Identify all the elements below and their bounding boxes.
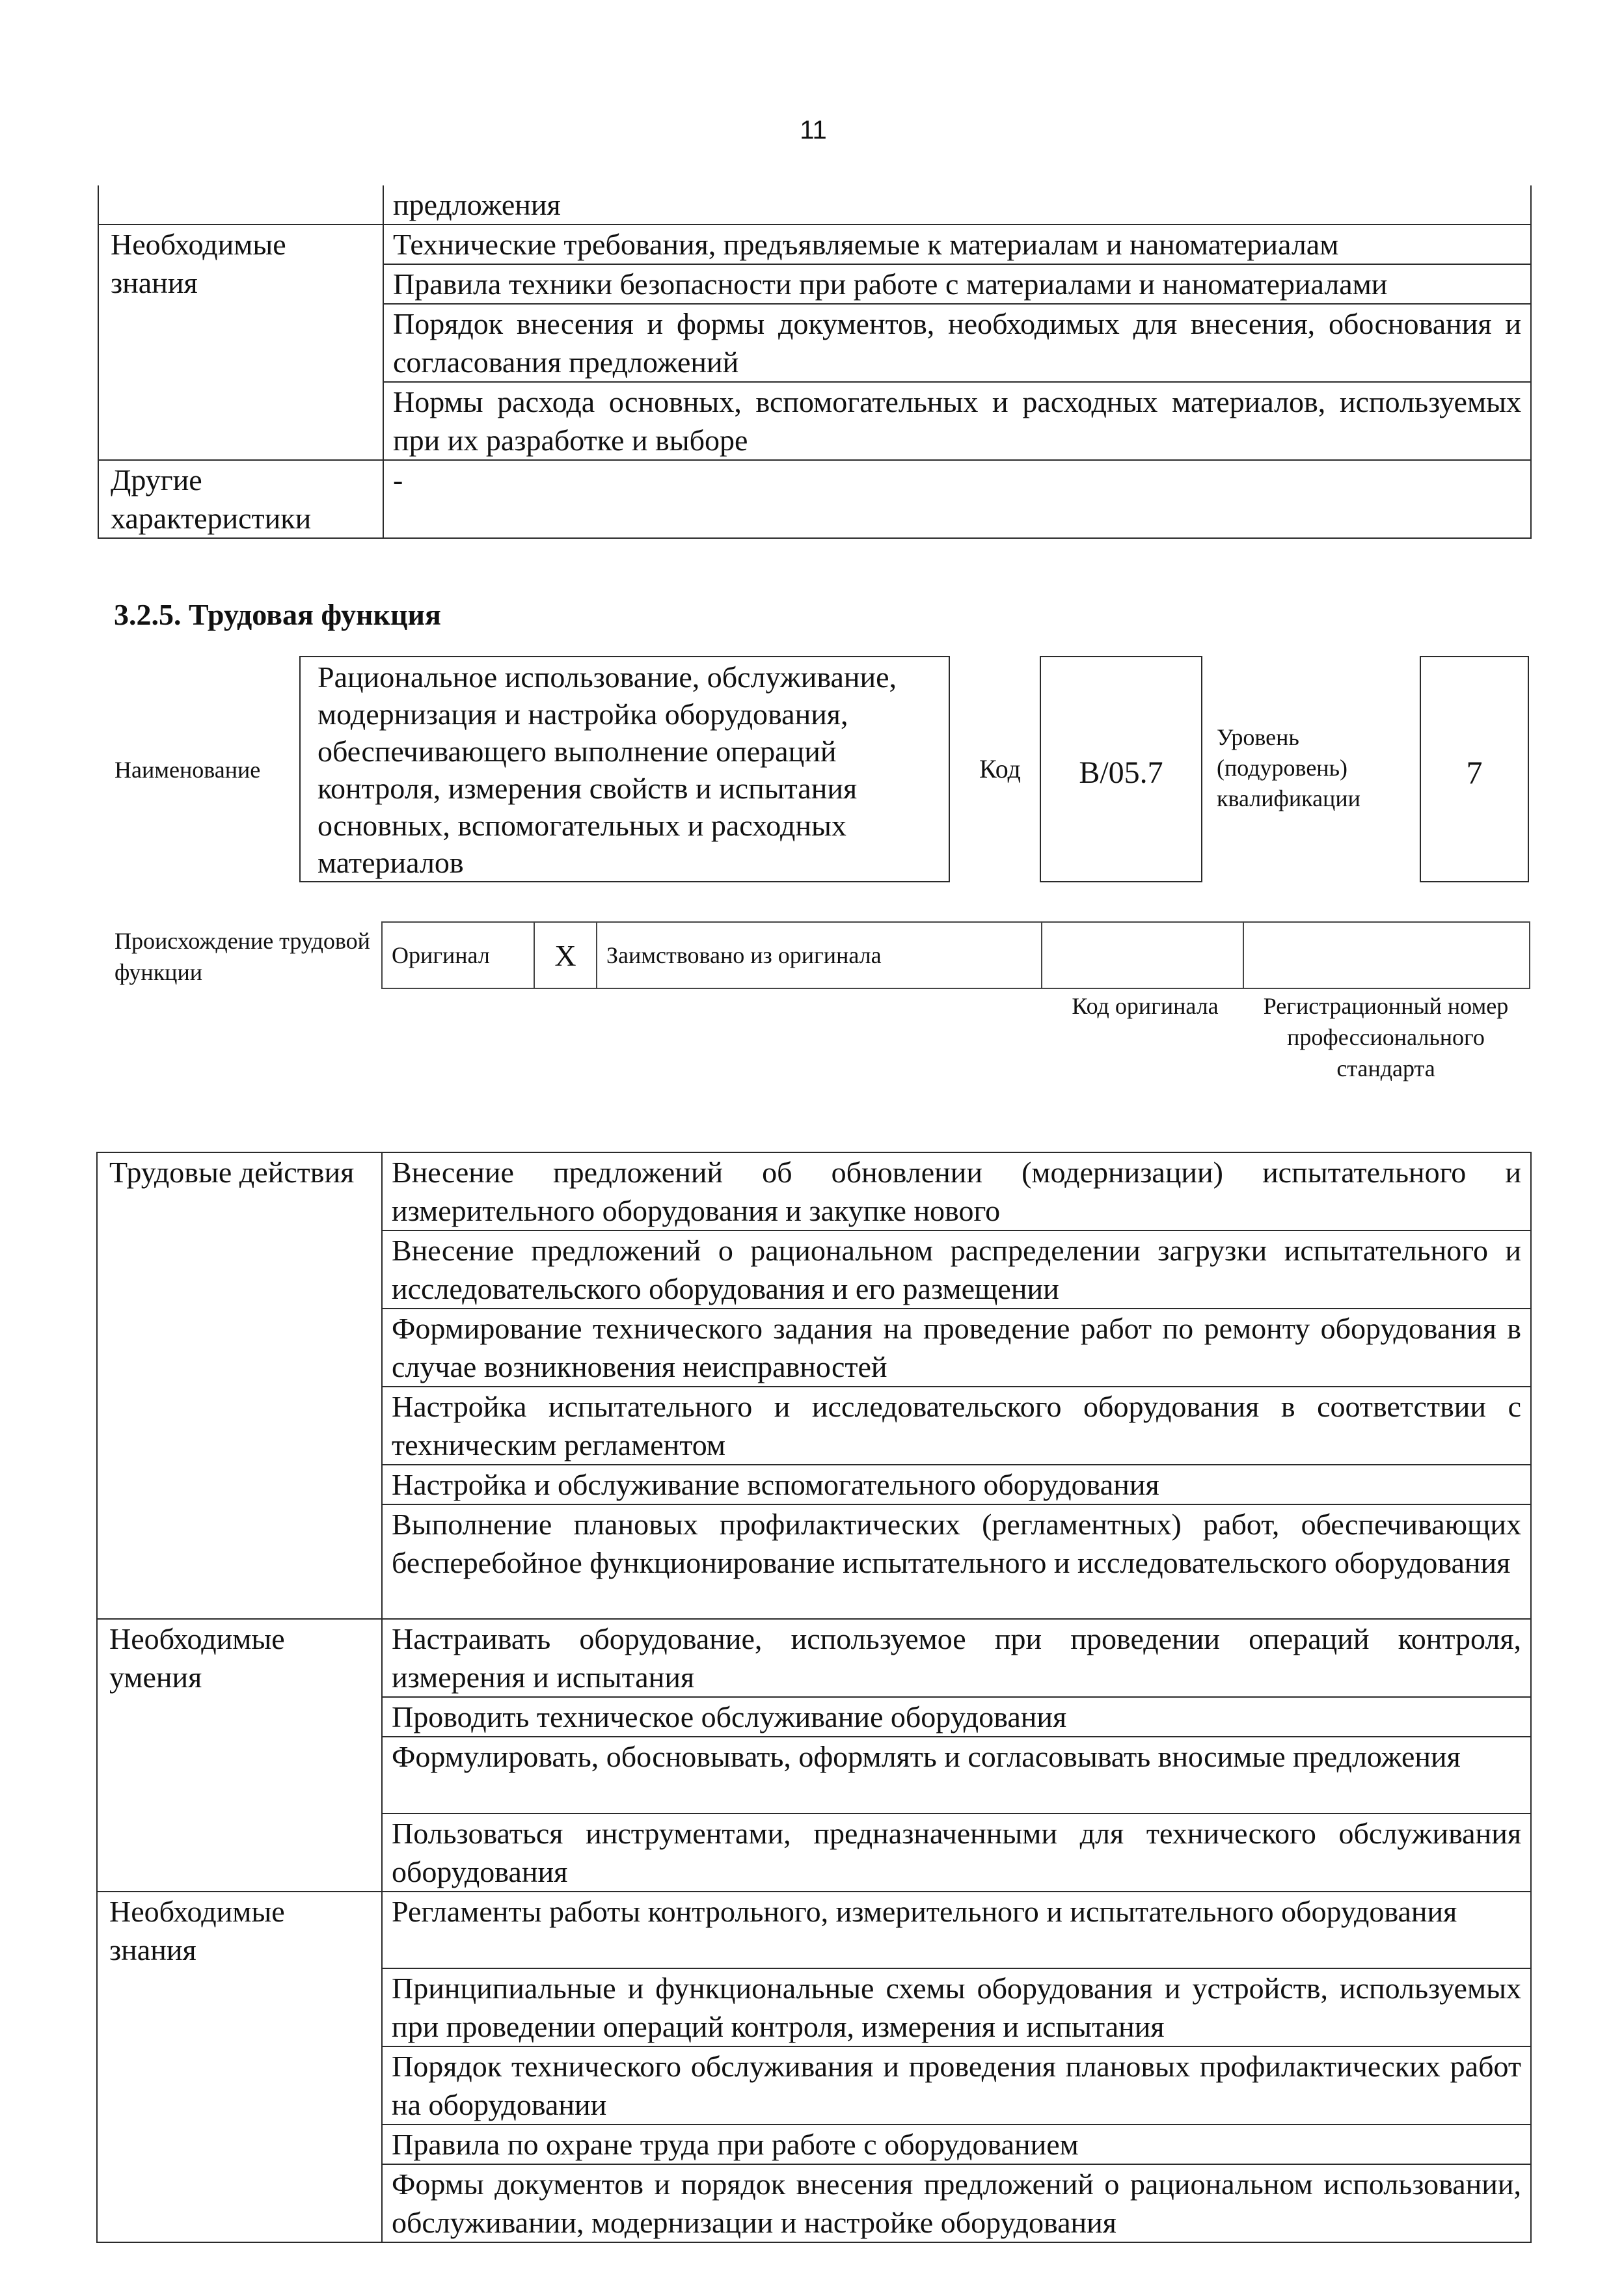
skill-item: Пользоваться инструментами, предназначенными для технического обслуживания оборудования [382, 1813, 1531, 1892]
top-knowledge-item: Технические требования, предъявляемые к материалам и наноматериалам [383, 224, 1531, 264]
level-value: 7 [1420, 656, 1529, 882]
action-item: Настройка испытательного и исследовательского оборудования в соответствии с техническим регламентом [382, 1387, 1531, 1465]
knowledge-item: Формы документов и порядок внесения предложений о рациональном использовании, обслуживании, модернизации и настройке оборудования [382, 2164, 1531, 2242]
top-knowledge-label: Необходимые знания [98, 224, 383, 460]
action-item: Внесение предложений об обновлении (модернизации) испытательного и измерительного оборудования и закупке нового [382, 1152, 1531, 1230]
action-item: Настройка и обслуживание вспомогательного оборудования [382, 1465, 1531, 1504]
top-other-value: - [383, 460, 1531, 538]
knowledge-item: Порядок технического обслуживания и проведения плановых профилактических работ на оборудовании [382, 2046, 1531, 2125]
origin-table [381, 921, 1530, 989]
section-title: 3.2.5. Трудовая функция [114, 598, 441, 631]
origin-mark: X [534, 922, 597, 988]
knowledge-item: Принципиальные и функциональные схемы оборудования и устройств, используемых при проведении операций контроля, измерения и испытания [382, 1968, 1531, 2046]
code-label: Код [979, 754, 1021, 783]
origin-code-cell [1042, 922, 1243, 988]
action-item: Выполнение плановых профилактических (регламентных) работ, обеспечивающих бесперебойное функционирование испытательного и исследовательского оборудования [382, 1504, 1531, 1619]
page-number: 11 [800, 116, 827, 144]
origin-borrowed: Заимствовано из оригинала [597, 922, 1042, 988]
skills-label: Необходимые умения [97, 1619, 382, 1892]
skill-item: Настраивать оборудование, используемое при проведении операций контроля, измерения и испытания [382, 1619, 1531, 1697]
origin-reg-cell [1243, 922, 1530, 988]
skill-item: Формулировать, обосновывать, оформлять и согласовывать вносимые предложения [382, 1737, 1531, 1813]
top-table [98, 185, 1532, 539]
action-item: Внесение предложений о рациональном распределении загрузки испытательного и исследовательского оборудования и его размещении [382, 1230, 1531, 1309]
top-knowledge-item: Правила техники безопасности при работе с материалами и наноматериалами [383, 264, 1531, 304]
name-label: Наименование [115, 757, 261, 783]
origin-reg-caption: Регистрационный номер профессионального стандарта [1263, 993, 1509, 1081]
actions-label: Трудовые действия [97, 1152, 382, 1619]
origin-original: Оригинал [382, 922, 534, 988]
origin-label: Происхождение трудовой функции [115, 928, 370, 985]
top-knowledge-item: Нормы расхода основных, вспомогательных и расходных материалов, используемых при их разработке и выборе [383, 382, 1531, 460]
action-item: Формирование технического задания на проведение работ по ремонту оборудования в случае возникновения неисправностей [382, 1309, 1531, 1387]
name-value: Рациональное использование, обслуживание, модернизация и настройка оборудования, обеспечивающего выполнение операций контроля, измерения свойств и испытания основных, вспомогательных и расходных материалов [299, 656, 950, 882]
top-knowledge-item: Порядок внесения и формы документов, необходимых для внесения, обоснования и согласования предложений [383, 304, 1531, 382]
knowledge-label: Необходимые знания [97, 1892, 382, 2242]
knowledge-item: Правила по охране труда при работе с оборудованием [382, 2125, 1531, 2164]
level-label-line: квалификации [1217, 785, 1360, 811]
code-value: B/05.7 [1040, 656, 1202, 882]
skill-item: Проводить техническое обслуживание оборудования [382, 1697, 1531, 1737]
level-label [1217, 722, 1360, 814]
top-table-empty-cell [98, 185, 383, 224]
origin-code-caption: Код оригинала [1072, 993, 1219, 1019]
top-other-label: Другие характеристики [98, 460, 383, 538]
top-table-cont-row: предложения [383, 185, 1531, 224]
knowledge-item: Регламенты работы контрольного, измерительного и испытательного оборудования [382, 1892, 1531, 1968]
level-label-line: (подуровень) [1217, 755, 1347, 781]
level-label-line: Уровень [1217, 724, 1299, 750]
main-table [96, 1152, 1532, 2243]
